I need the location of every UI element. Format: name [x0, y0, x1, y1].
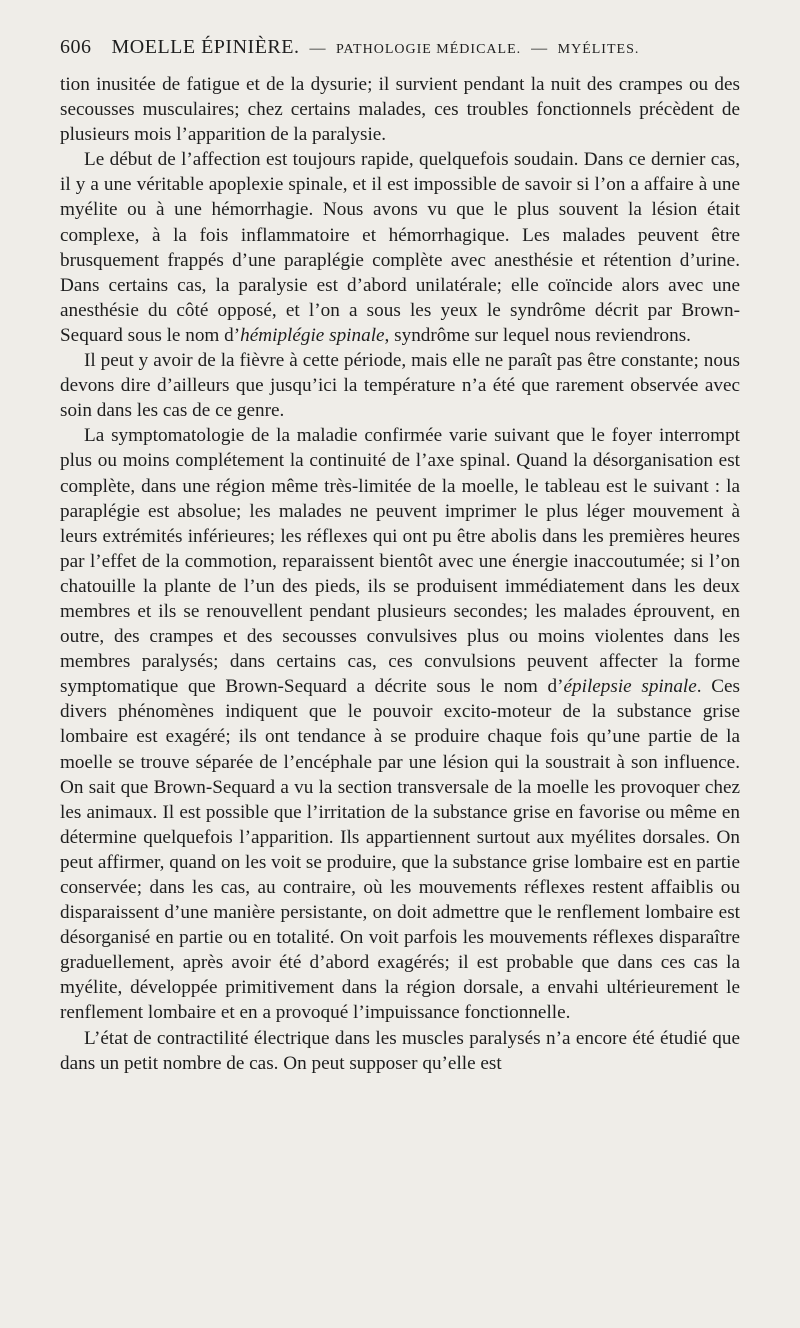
header-dash: —: [309, 40, 326, 57]
text-run: , syndrôme sur lequel nous reviendrons.: [384, 324, 691, 346]
text-run: . Ces divers phénomènes indiquent que le pouvoir excito-moteur de la substance grise lombaire est exagéré; ils ont tendance à se produire chaque fois qu’une partie de la moelle se trouve séparée de l’encéphale par une lésion qui la soustrait à son influence. On sait que Brown-Sequard a vu la section transversale de la moelle les provoquer chez les animaux. Il est possible que l’irritation de la substance grise en favorise ou même en détermine quelquefois l’apparition. Ils appartiennent surtout aux myélites dorsales. On peut affirmer, quand on les voit se produire, que la substance grise lombaire est en partie conservée; dans les cas, au contraire, où les mouvements réflexes restent affaiblis ou disparaissent d’une manière persistante, on doit admettre que le renflement lombaire est désorganisé en partie ou en totalité. On voit parfois les mouvements réflexes disparaître graduellement, après avoir été d’abord exagérés; il est probable que dans ces cas la myélite, développée primitivement dans la région dorsale, a envahi ultérieurement le renflement lombaire et en a provoqué l’impuissance fonctionnelle.: [60, 676, 741, 1024]
running-header: [60, 36, 740, 66]
page-number: 606: [60, 36, 92, 58]
body-text: [60, 72, 740, 1076]
paragraph: [60, 72, 740, 147]
text-run: Il peut y avoir de la fièvre à cette période, mais elle ne paraît pas être constante; nous devons dire d’ailleurs que jusqu’ici la température n’a été que rarement observée avec soin dans les cas de ce genre.: [60, 350, 740, 422]
running-subsection: MYÉLITES.: [557, 42, 640, 57]
paragraph: [60, 348, 740, 423]
italic-term: épilepsie spinale: [563, 676, 697, 698]
paragraph: [60, 1026, 740, 1076]
running-section: PATHOLOGIE MÉDICALE.: [335, 42, 522, 57]
text-run: Le début de l’affection est toujours rapide, quelquefois soudain. Dans ce dernier cas, il y a une véritable apoplexie spinale, et il est impossible de savoir si l’on a affaire à une myélite ou à une hémorrhagie. Nous avons vu que le plus souvent la lésion était complexe, à la fois inflammatoire et hémorrhagique. Les malades peuvent être brusquement frappés d’une paraplégie complète avec anesthésie et rétention d’urine. Dans certains cas, la paralysie est d’abord unilatérale; elle coïncide alors avec une anesthésie du côté opposé, et l’on a sous les yeux le syndrôme décrit par Brown-Sequard sous le nom d’: [60, 149, 740, 346]
text-run: La symptomatologie de la maladie confirmée varie suivant que le foyer interrompt plus ou moins complétement la continuité de l’axe spinal. Quand la désorganisation est complète, dans une région même très-limitée de la moelle, le tableau est le suivant : la paraplégie est absolue; les malades ne peuvent imprimer le plus léger mouvement à leurs extrémités inférieures; les réflexes qui ont pu être abolis dans les premières heures par l’effet de la commotion, reparaissent bientôt avec une énergie inaccoutumée; si l’on chatouille la plante de l’un des pieds, ils se produisent immédiatement dans les deux membres et ils se renouvellent pendant plusieurs secondes; les malades éprouvent, en outre, des crampes et des secousses convulsives plus ou moins violentes dans les membres paralysés; dans certains cas, ces convulsions peuvent affecter la forme symptomatique que Brown-Sequard a décrite sous le nom d’: [60, 425, 740, 698]
paragraph: [60, 147, 740, 348]
header-dash: —: [531, 40, 548, 57]
text-run: tion inusitée de fatigue et de la dysurie; il survient pendant la nuit des crampes ou des secousses musculaires; chez certains malades, ces troubles fonctionnels précèdent de plusieurs mois l’apparition de la paralysie.: [60, 74, 740, 146]
italic-term: hémiplégie spinale: [240, 324, 385, 346]
text-run: L’état de contractilité électrique dans les muscles paralysés n’a encore été étudié que dans un petit nombre de cas. On peut supposer qu’elle est: [60, 1027, 740, 1074]
running-title: MOELLE ÉPINIÈRE.: [111, 36, 300, 58]
paragraph: [60, 423, 740, 1025]
